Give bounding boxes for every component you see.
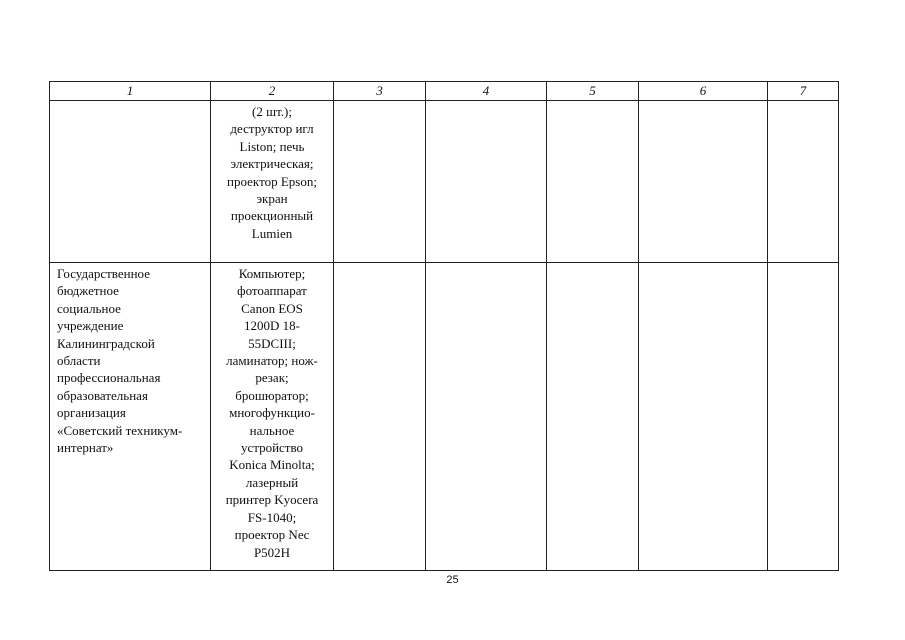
cell-text-line: устройство (240, 440, 304, 456)
cell-text-line: проекционный (230, 208, 314, 224)
empty-cell (768, 263, 839, 571)
empty-cell (639, 101, 768, 263)
empty-cell (426, 101, 547, 263)
cell-text-line: FS-1040; (247, 509, 297, 525)
cell-text-line: деструктор игл (230, 121, 314, 137)
equipment-cell (211, 101, 334, 263)
empty-cell (639, 263, 768, 571)
table-header-row (50, 82, 839, 101)
cell-text-line: электрическая; (230, 156, 314, 172)
empty-cell (768, 101, 839, 263)
column-header-5: 5 (547, 82, 639, 101)
cell-text-line: бюджетное (57, 283, 119, 299)
equipment-cell (211, 263, 334, 571)
organization-cell (50, 263, 211, 571)
page-number: 25 (446, 574, 459, 586)
cell-text-line: учреждение (57, 318, 124, 334)
cell-text-line: проектор Nec (234, 527, 310, 543)
cell-text-line: Государственное (57, 266, 150, 281)
table-row (50, 263, 839, 571)
cell-text-line: области (57, 353, 101, 369)
organization-cell (50, 101, 211, 263)
column-header-7: 7 (768, 82, 839, 101)
cell-text-line: Konica Minolta; (229, 457, 315, 473)
cell-text-line: 1200D 18- (244, 318, 300, 334)
column-header-1: 1 (50, 82, 211, 101)
cell-text-line: принтер Kyocera (225, 492, 319, 508)
table-row (50, 101, 839, 263)
column-header-6: 6 (639, 82, 768, 101)
cell-text-line: экран (256, 191, 288, 207)
cell-text-line: брошюратор; (235, 387, 309, 403)
cell-text-line: Canon EOS (241, 300, 303, 316)
equipment-table (49, 81, 839, 571)
cell-text-line: интернат» (57, 440, 114, 456)
empty-cell (334, 101, 426, 263)
cell-text-line: профессиональная (57, 370, 161, 386)
column-header-2: 2 (211, 82, 334, 101)
cell-text-line: Компьютер; (238, 266, 306, 281)
cell-text-line: фотоаппарат (237, 283, 307, 299)
empty-cell (547, 263, 639, 571)
empty-cell (334, 263, 426, 571)
column-header-3: 3 (334, 82, 426, 101)
cell-text-line: Liston; печь (239, 138, 305, 154)
cell-text-line: резак; (255, 370, 289, 386)
cell-text-line: проектор Epson; (227, 173, 317, 189)
cell-text-line: P502H (253, 544, 291, 560)
cell-text-line: многофункцио- (229, 405, 315, 421)
cell-text-line: 55DCIII; (248, 335, 296, 351)
cell-text-line: нальное (249, 422, 295, 438)
cell-text-line: (2 шт.); (252, 104, 292, 119)
cell-text-line: «Советский техникум- (57, 422, 183, 438)
cell-text-line: лазерный (245, 474, 299, 490)
cell-text-line: Калининградской (57, 335, 155, 351)
empty-cell (426, 263, 547, 571)
cell-text-line: образовательная (57, 387, 148, 403)
empty-cell (547, 101, 639, 263)
column-header-4: 4 (426, 82, 547, 101)
cell-text-line: ламинатор; нож- (226, 353, 318, 369)
cell-text-line: социальное (57, 300, 121, 316)
cell-text-line: организация (57, 405, 126, 421)
cell-text-line: Lumien (251, 225, 293, 241)
